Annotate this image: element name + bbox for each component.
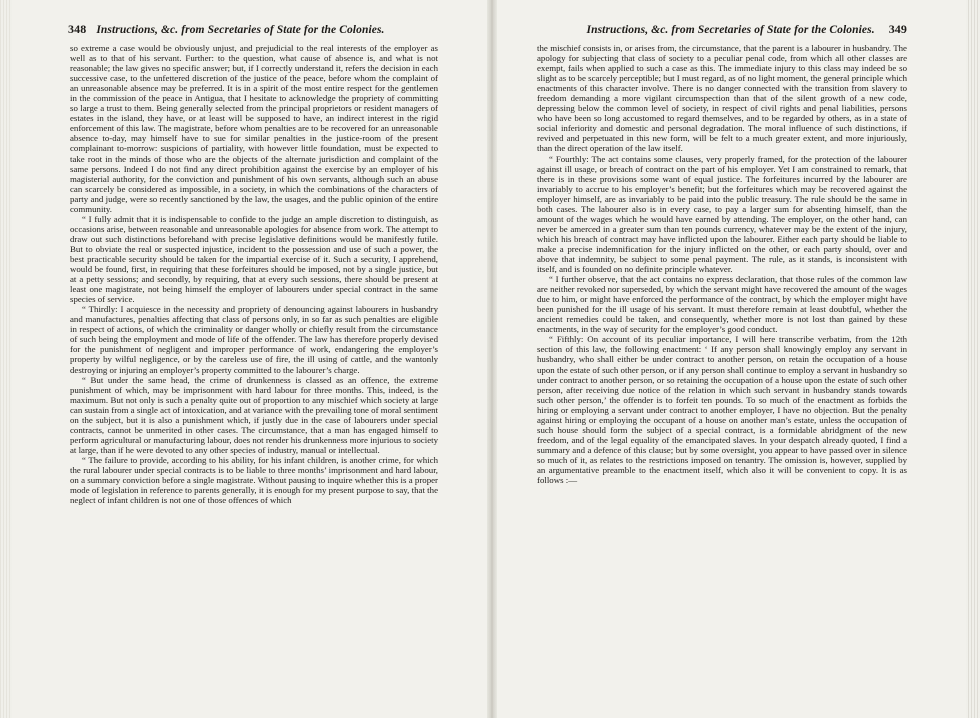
right-running-head [537, 22, 907, 42]
paragraph: “ I further observe, that the act contains no express declaration, that those rules of the common law are neither revoked nor superseded, by which the servant might have recovered the amount of the wages due to him, or might have enforced the performance of the contract, by which the employer might have been punished for the ill usage of his servant. It must therefore remain at least doubtful, whether the ancient remedies could be taken, and consequently, whether more is not lost than gained by these enactments, in the way of security for the employer’s good conduct. [537, 274, 907, 335]
paragraph: so extreme a case would be obviously unjust, and prejudicial to the real interests of the employer as well as to that of his servant. Further: to the question, what cause of absence is, and what is not reasonable; the law gives no specific answer; but, if I correctly understand it, refers the decision in each successive case, to the unfettered discretion of the justice of the peace, before whom the complaint of an unreasonable absence may be preferred. It is in a spirit of the most entire respect for the gentlemen in the commission of the peace in Antigua, that I hesitate to acknowledge the propriety of committing so large a trust to them. Being generally selected from the principal proprietors or resident managers of estates in the island, they have, or at least will be supposed to have, an indirect interest in the rigid enforcement of this law. The magistrate, before whom penalties are to be recovered for an unreasonable absence to-day, may himself have to sue for similar penalties in the justice-room of the present complainant to-morrow: suspicions of partiality, with however little foundation, must be expected to take root in the minds of those who are the objects of the alternate jurisdiction and complaint of the same persons. Indeed I do not find any direct prohibition against the exercise by an employer of his magisterial authority, for the conviction and punishment of his own servants, although such an abuse can scarcely be considered as impossible, in a society, in which the combinations of the characters of party and judge, were so recently sanctioned by the law, the usages, and the public opinion of the entire community. [70, 43, 438, 214]
paragraph: “ I fully admit that it is indispensable to confide to the judge an ample discretion to distinguish, as occasions arise, between reasonable and unreasonable apologies for absence from work. The attempt to draw out such distinctions beforehand with precise legislative definitions would be manifestly futile. But to obviate the real or suspected injustice, incident to the possession and use of such a power, the best practicable security should be taken for the impartial exercise of it. Such a security, I apprehend, would be found, first, in requiring that these forfeitures should be imposed, not by a single justice, but at a petty sessions; and secondly, by requiring, that at every such sessions, there should be present at least one magistrate, not being himself the employer of labourers under special contract in the same species of service. [70, 213, 438, 305]
right-running-title: Instructions, &c. from Secretaries of State for the Colonies. [586, 24, 875, 36]
right-page-number: 349 [888, 22, 907, 36]
paragraph: “ The failure to provide, according to his ability, for his infant children, is another crime, for which the rural labourer under special contracts is to be liable to three months’ imprisonment and hard labour, on a summary conviction before a single magistrate. Without pausing to inquire whether this is a proper mode of legislation in reference to parents generally, it is enough for my present purpose to say, that the neglect of infant children is not one of those offences of which [70, 454, 438, 506]
left-page-body [70, 43, 438, 505]
left-page [70, 22, 438, 712]
paragraph: “ Fifthly: On account of its peculiar importance, I will here transcribe verbatim, from the 12th section of this law, the following enactment: ‘ If any person shall knowingly employ any servant in husbandry, who shall either be under contract to another person, on retain the occupation of a house upon the estate of such other person, or if any person shall continue to employ a servant in husbandry so under contract to another person, or so retaining the occupation of a house upon the estate of such other person, after receiving due notice of the relation in which such servant in husbandry stands towards such other person,’ the offender is to forfeit ten pounds. To so much of the enactment as forbids the hiring or employing a servant under contract to another employer, I have no objection. But the penalty against hiring or employing the occupant of a house on another man’s estate, unless the occupation of such house should form the subject of a special contract, is a formidable abridgment of the new freedom, and of the legal equality of the emancipated slaves. In your despatch already quoted, I find a summary and a defence of this clause; but by some oversight, you appear to have passed over in silence so much of it, as relates to the restrictions imposed on tenantry. The omission is, however, supplied by an argumentative preamble to the enactment itself, which also it will be convenient to copy. It is as follows :— [537, 334, 907, 486]
book-gutter [487, 0, 497, 718]
paragraph: “ Thirdly: I acquiesce in the necessity and propriety of denouncing against labourers in husbandry and manufactures, penalties affecting that class of persons only, in so far as such penalties are eligible in respect of actions, of which the criminality or danger wholly or chiefly result from the circumstance of such being the employment and mode of life of the offender. The law has therefore properly devised for the punishment of negligent and improper performance of work, endangering the employer’s property by wilful negligence, or by the careless use of fire, the ill using of cattle, and the wantonly destroying or injuring an employer’s property committed to the labourer’s charge. [70, 304, 438, 375]
right-page [537, 22, 907, 712]
left-running-head [68, 22, 438, 42]
page-edge-right [966, 0, 980, 718]
left-running-title: Instructions, &c. from Secretaries of State for the Colonies. [96, 24, 385, 36]
left-page-number: 348 [68, 22, 87, 36]
paragraph: “ Fourthly: The act contains some clauses, very properly framed, for the protection of the labourer against ill usage, or breach of contract on the part of his employer. Yet I am constrained to remark, that there is in these provisions some want of equal justice. The forfeitures incurred by the labourer are invariably to accrue to his employer’s benefit; but the forfeitures which may be recovered against the employer himself, are as invariably to be paid into the public treasury. The rule should be the same in both cases. The labourer also is in every case, to pay a larger sum for absenting himself, than the amount of the wages which he would have earned by attending. The employer, on the other hand, can never be amerced in a greater sum than ten pounds currency, whatever may be the extent of the injury, which his breach of contract may have inflicted upon the labourer. Either each party should be liable to make a precise indemnification for the injury inflicted on the other, or each party should, over and above that indemnity, be subject to some penal payment. The rule, as it stands, is inconsistent with itself, and is founded on no definite principle whatever. [537, 153, 907, 275]
paragraph: the mischief consists in, or arises from, the circumstance, that the parent is a labourer in husbandry. The apology for subjecting that class of society to a peculiar penal code, from which all other classes are exempt, fails when applied to such a case as this. The immediate injury to this class may indeed be so slight as to be scarcely perceptible; but I must regard, as of no light moment, the general principle which enactments of this character involve. There is no danger connected with the transition from slavery to freedom demanding a more vigilant circumspection than that of the silent growth of a new code, depressing below the common level of society, in respect of civil rights and penal liabilities, persons who have been so long accustomed to regard themselves, and to be regarded by others, as in a state of social inferiority and domestic and personal degradation. The moral influence of such distinctions, if revived and perpetuated in this new form, will be felt to a much greater extent, and more injuriously, than the direct operation of the law itself. [537, 43, 907, 154]
page-edge-left [0, 0, 12, 718]
right-page-body [537, 43, 907, 485]
paragraph: “ But under the same head, the crime of drunkenness is classed as an offence, the extreme punishment of which, may be imprisonment with hard labour for three months. This, indeed, is the maximum. But not only is such a penalty quite out of proportion to any mischief which society at large can sustain from a single act of intoxication, and at variance with the prevailing tone of moral sentiment on the subject, but it is also a punishment which, if justly due in the case of labourers under special contracts, cannot be unmerited in other cases. The circumstance, that a man has engaged himself to perform agricultural or manufacturing labour, does not render his drunkenness more injurious to society at large, than if he were devoted to any other species of industry, manual or intellectual. [70, 374, 438, 455]
